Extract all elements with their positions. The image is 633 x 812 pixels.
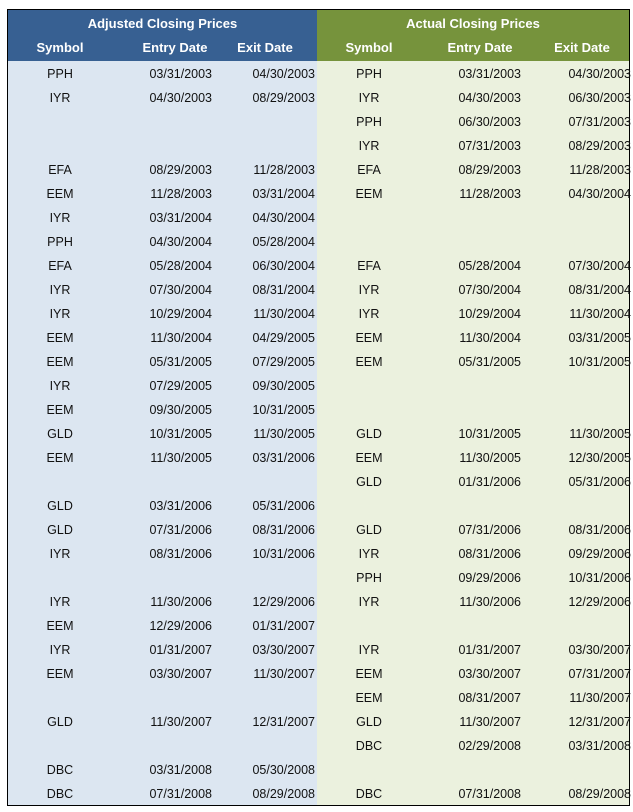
entry-date-cell: 09/30/2005 [149,403,212,417]
table-row [8,733,317,757]
symbol-cell: IYR [358,643,380,657]
symbol-cell: IYR [358,91,380,105]
exit-date-cell: 03/31/2004 [252,187,315,201]
exit-date-cell: 06/30/2004 [252,259,315,273]
header-entry-date: Entry Date [142,40,208,55]
entry-date-cell: 07/29/2005 [149,379,212,393]
entry-date-cell: 10/31/2005 [458,427,521,441]
entry-date-cell: 11/30/2004 [459,331,521,345]
table-row [317,781,629,805]
table-row [8,421,317,445]
actual-section [317,10,629,805]
table-row [317,709,629,733]
table-row [317,397,629,421]
symbol-cell: IYR [358,139,380,153]
table-row [8,277,317,301]
exit-date-cell: 10/31/2006 [568,571,631,585]
symbol-cell: PPH [47,235,73,249]
entry-date-cell: 08/31/2007 [458,691,521,705]
entry-date-cell: 07/31/2008 [149,787,212,801]
symbol-cell: GLD [356,715,382,729]
symbol-cell: GLD [356,523,382,537]
exit-date-cell: 11/30/2007 [569,691,631,705]
entry-date-cell: 03/31/2008 [149,763,212,777]
table-row [317,685,629,709]
exit-date-cell: 11/30/2004 [253,307,315,321]
table-row [8,61,317,85]
entry-date-cell: 12/29/2006 [149,619,212,633]
exit-date-cell: 03/31/2005 [568,331,631,345]
entry-date-cell: 03/31/2003 [458,67,521,81]
entry-date-cell: 07/30/2004 [149,283,212,297]
entry-date-cell: 03/31/2003 [149,67,212,81]
symbol-cell: IYR [49,211,71,225]
table-row [317,181,629,205]
symbol-cell: IYR [49,307,71,321]
table-row [317,613,629,637]
table-row [8,541,317,565]
table-row [317,229,629,253]
table-row [8,133,317,157]
symbol-cell: EEM [355,187,383,201]
adjusted-title: Adjusted Closing Prices [8,10,317,37]
exit-date-cell: 08/29/2008 [568,787,631,801]
table-row [8,253,317,277]
entry-date-cell: 07/30/2004 [458,283,521,297]
exit-date-cell: 04/30/2003 [568,67,631,81]
exit-date-cell: 12/29/2006 [568,595,631,609]
exit-date-cell: 08/29/2008 [252,787,315,801]
entry-date-cell: 03/31/2004 [149,211,212,225]
exit-date-cell: 12/29/2006 [252,595,315,609]
symbol-cell: EEM [355,355,383,369]
table-row [317,733,629,757]
table-row [8,757,317,781]
table-row [317,205,629,229]
table-row [8,685,317,709]
table-row [8,397,317,421]
table-row [8,181,317,205]
exit-date-cell: 11/30/2004 [569,307,631,321]
table-row [317,109,629,133]
table-row [8,565,317,589]
exit-date-cell: 08/31/2004 [568,283,631,297]
table-row [317,757,629,781]
header-symbol: Symbol [36,40,84,55]
exit-date-cell: 05/31/2006 [252,499,315,513]
table-row [317,445,629,469]
symbol-cell: DBC [46,763,74,777]
entry-date-cell: 11/30/2006 [459,595,521,609]
table-row [8,85,317,109]
actual-column-headers [317,37,629,61]
symbol-cell: EEM [46,451,74,465]
symbol-cell: GLD [356,475,382,489]
symbol-cell: IYR [49,547,71,561]
entry-date-cell: 06/30/2003 [458,115,521,129]
symbol-cell: IYR [358,283,380,297]
entry-date-cell: 03/30/2007 [458,667,521,681]
exit-date-cell: 10/31/2005 [252,403,315,417]
exit-date-cell: 08/29/2003 [252,91,315,105]
exit-date-cell: 07/29/2005 [252,355,315,369]
symbol-cell: GLD [47,523,73,537]
table-row [317,541,629,565]
symbol-cell: PPH [356,115,382,129]
table-row [8,109,317,133]
exit-date-cell: 12/30/2005 [568,451,631,465]
symbol-cell: GLD [47,427,73,441]
exit-date-cell: 01/31/2007 [252,619,315,633]
exit-date-cell: 07/31/2007 [568,667,631,681]
symbol-cell: PPH [47,67,73,81]
table-row [8,301,317,325]
symbol-cell: EEM [46,187,74,201]
symbol-cell: DBC [355,787,383,801]
exit-date-cell: 10/31/2005 [568,355,631,369]
entry-date-cell: 10/29/2004 [458,307,521,321]
exit-date-cell: 09/29/2006 [568,547,631,561]
table-row [8,349,317,373]
entry-date-cell: 11/30/2005 [459,451,521,465]
table-row [8,325,317,349]
table-row [317,253,629,277]
symbol-cell: EEM [46,331,74,345]
symbol-cell: EEM [46,403,74,417]
table-row [8,589,317,613]
entry-date-cell: 07/31/2006 [458,523,521,537]
entry-date-cell: 05/28/2004 [149,259,212,273]
exit-date-cell: 05/31/2006 [568,475,631,489]
table-row [317,493,629,517]
table-row [8,661,317,685]
exit-date-cell: 08/31/2006 [568,523,631,537]
table-row [317,61,629,85]
entry-date-cell: 02/29/2008 [458,739,521,753]
exit-date-cell: 04/30/2004 [568,187,631,201]
entry-date-cell: 10/29/2004 [149,307,212,321]
table-row [8,709,317,733]
entry-date-cell: 11/30/2004 [150,331,212,345]
exit-date-cell: 05/30/2008 [252,763,315,777]
exit-date-cell: 07/31/2003 [568,115,631,129]
entry-date-cell: 08/31/2006 [149,547,212,561]
table-row [317,325,629,349]
table-row [8,469,317,493]
exit-date-cell: 12/31/2007 [568,715,631,729]
entry-date-cell: 03/30/2007 [149,667,212,681]
table-row [8,157,317,181]
entry-date-cell: 04/30/2003 [149,91,212,105]
symbol-cell: IYR [358,307,380,321]
table-row [317,349,629,373]
exit-date-cell: 11/30/2005 [569,427,631,441]
symbol-cell: GLD [47,499,73,513]
exit-date-cell: 11/28/2003 [253,163,315,177]
table-row [317,301,629,325]
header-symbol: Symbol [345,40,393,55]
entry-date-cell: 11/28/2003 [459,187,521,201]
entry-date-cell: 01/31/2006 [458,475,521,489]
exit-date-cell: 03/30/2007 [252,643,315,657]
symbol-cell: EFA [48,259,72,273]
entry-date-cell: 04/30/2003 [458,91,521,105]
table-row [317,421,629,445]
symbol-cell: EEM [46,355,74,369]
symbol-cell: IYR [49,91,71,105]
exit-date-cell: 04/29/2005 [252,331,315,345]
exit-date-cell: 04/30/2003 [252,67,315,81]
entry-date-cell: 05/28/2004 [458,259,521,273]
exit-date-cell: 08/29/2003 [568,139,631,153]
entry-date-cell: 08/29/2003 [149,163,212,177]
table-row [8,517,317,541]
exit-date-cell: 09/30/2005 [252,379,315,393]
table-row [8,637,317,661]
table-row [8,613,317,637]
entry-date-cell: 01/31/2007 [149,643,212,657]
symbol-cell: EFA [48,163,72,177]
entry-date-cell: 11/28/2003 [150,187,212,201]
exit-date-cell: 08/31/2006 [252,523,315,537]
table-row [317,85,629,109]
symbol-cell: PPH [356,67,382,81]
entry-date-cell: 11/30/2007 [150,715,212,729]
symbol-cell: EEM [355,667,383,681]
entry-date-cell: 11/30/2005 [150,451,212,465]
symbol-cell: DBC [355,739,383,753]
exit-date-cell: 04/30/2004 [252,211,315,225]
symbol-cell: IYR [358,595,380,609]
table-row [8,373,317,397]
header-exit-date: Exit Date [554,40,610,55]
exit-date-cell: 03/31/2006 [252,451,315,465]
table-row [317,637,629,661]
symbol-cell: EEM [46,619,74,633]
symbol-cell: EEM [355,451,383,465]
table-row [317,661,629,685]
table-row [317,157,629,181]
symbol-cell: IYR [49,379,71,393]
trades-table [7,9,630,806]
exit-date-cell: 03/30/2007 [568,643,631,657]
exit-date-cell: 08/31/2004 [252,283,315,297]
table-row [8,229,317,253]
exit-date-cell: 07/30/2004 [568,259,631,273]
exit-date-cell: 03/31/2008 [568,739,631,753]
entry-date-cell: 01/31/2007 [458,643,521,657]
table-row [317,133,629,157]
table-row [8,493,317,517]
symbol-cell: EFA [357,163,381,177]
symbol-cell: EFA [357,259,381,273]
exit-date-cell: 11/28/2003 [569,163,631,177]
entry-date-cell: 09/29/2006 [458,571,521,585]
exit-date-cell: 06/30/2003 [568,91,631,105]
exit-date-cell: 11/30/2007 [253,667,315,681]
header-entry-date: Entry Date [447,40,513,55]
table-row [317,373,629,397]
entry-date-cell: 07/31/2006 [149,523,212,537]
exit-date-cell: 05/28/2004 [252,235,315,249]
symbol-cell: EEM [46,667,74,681]
actual-rows [317,61,629,805]
actual-title: Actual Closing Prices [317,10,629,37]
exit-date-cell: 12/31/2007 [252,715,315,729]
symbol-cell: PPH [356,571,382,585]
table-row [317,589,629,613]
entry-date-cell: 08/29/2003 [458,163,521,177]
entry-date-cell: 05/31/2005 [149,355,212,369]
exit-date-cell: 10/31/2006 [252,547,315,561]
symbol-cell: IYR [49,283,71,297]
table-row [317,277,629,301]
symbol-cell: IYR [358,547,380,561]
adjusted-column-headers [8,37,317,61]
entry-date-cell: 04/30/2004 [149,235,212,249]
entry-date-cell: 11/30/2007 [459,715,521,729]
table-row [8,205,317,229]
table-row [8,445,317,469]
table-row [317,469,629,493]
symbol-cell: GLD [47,715,73,729]
symbol-cell: IYR [49,595,71,609]
entry-date-cell: 08/31/2006 [458,547,521,561]
entry-date-cell: 05/31/2005 [458,355,521,369]
header-exit-date: Exit Date [237,40,293,55]
entry-date-cell: 10/31/2005 [149,427,212,441]
exit-date-cell: 11/30/2005 [253,427,315,441]
symbol-cell: GLD [356,427,382,441]
entry-date-cell: 03/31/2006 [149,499,212,513]
table-row [8,781,317,805]
table-row [317,517,629,541]
symbol-cell: EEM [355,691,383,705]
entry-date-cell: 07/31/2008 [458,787,521,801]
table-row [317,565,629,589]
adjusted-section [8,10,317,805]
symbol-cell: DBC [46,787,74,801]
adjusted-rows [8,61,317,805]
symbol-cell: EEM [355,331,383,345]
entry-date-cell: 11/30/2006 [150,595,212,609]
symbol-cell: IYR [49,643,71,657]
entry-date-cell: 07/31/2003 [458,139,521,153]
